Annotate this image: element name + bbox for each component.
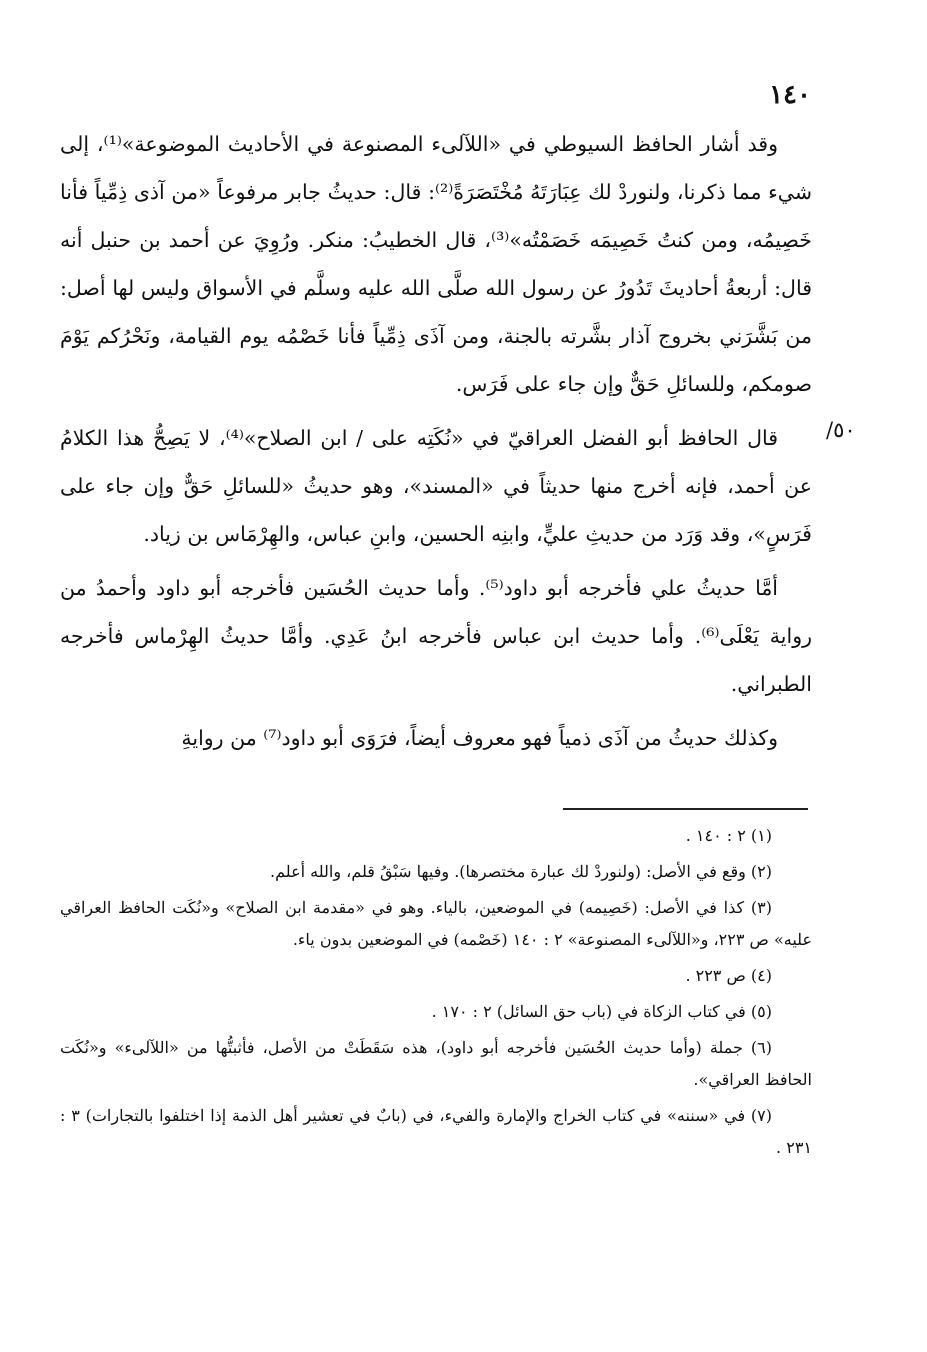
body-paragraph: قال الحافظ أبو الفضل العراقيّ في «نُكَتِه على / ابن الصلاح»⁽⁴⁾، لا يَصِحُّ هذا الكلامُ عن أحمد، فإنه أخرج منها حديثاً في «المسند»، وهو حديثُ «للسائلِ حَقٌّ وإن جاء على فَرَسٍ»، وقد وَرَد من حديثِ عليٍّ، وابنِه الحسين، وابنِ عباس، والهِرْمَاس بن زياد. — [60, 426, 812, 546]
page-number: ١٤٠ — [769, 80, 811, 110]
footnote: (٧) في «سننه» في كتاب الخراج والإمارة والفيء، في (بابٌ في تعشير أهل الذمة إذا اختلفوا بالتجارات) ٣ : ٢٣١ . — [60, 1106, 812, 1157]
footnotes — [60, 820, 812, 1168]
footnote: (٢) وقع في الأصل: (ولنوردْ لك عبارة مختصرها). وفيها سَبْقُ قلم، والله أعلم. — [270, 862, 772, 881]
body-paragraph: وكذلك حديثُ من آذَى ذمياً فهو معروف أيضاً، فرَوَى أبو داود⁽⁷⁾ من روايةِ — [181, 726, 778, 750]
footnote: (١) ٢ : ١٤٠ . — [685, 826, 772, 845]
main-text — [60, 120, 812, 768]
footnote: (٤) ص ٢٢٣ . — [685, 966, 772, 985]
body-paragraph: وقد أشار الحافظ السيوطي في «اللآلىء المصنوعة في الأحاديث الموضوعة»⁽¹⁾، إلى شيء مما ذكرنا، ولنوردْ لك عِبَارَتَهُ مُخْتَصَرَةً⁽²⁾: قال: حديثُ جابر مرفوعاً «من آذى ذِمِّياً فأنا خَصِيمُه، ومن كنتُ خَصِيمَه خَصَمْتُه»⁽³⁾، قال الخطيبُ: منكر. ورُوِيَ عن أحمد بن حنبل أنه قال: أربعةُ أحاديثَ تَدُورُ عن رسول الله صلَّى الله عليه وسلَّم في الأسواق وليس لها أصل: من بَشَّرَني بخروج آذار بشَّرته بالجنة، ومن آذَى ذِمِّياً فأنا خَصْمُه يوم القيامة، ونَحْرُكم يَوْمَ صومكم، وللسائلِ حَقٌّ وإن جاء على فَرَس. — [60, 132, 812, 396]
footnote-divider — [563, 808, 808, 810]
footnote: (٥) في كتاب الزكاة في (باب حق السائل) ٢ : ١٧٠ . — [431, 1002, 772, 1021]
margin-reference: ٥٠/ — [826, 418, 856, 442]
footnote: (٦) جملة (وأما حديث الحُسَين فأخرجه أبو داود)، هذه سَقَطَتْ من الأصل، فأثبتُّها من «اللآلىء» و«نُكَت الحافظ العراقي». — [60, 1038, 812, 1089]
body-paragraph: أمَّا حديثُ علي فأخرجه أبو داود⁽⁵⁾. وأما حديث الحُسَين فأخرجه أبو داود وأحمدُ من رواية يَعْلَى⁽⁶⁾. وأما حديث ابن عباس فأخرجه ابنُ عَدِي. وأمَّا حديثُ الهِرْماس فأخرجه الطبراني. — [60, 576, 812, 696]
footnote: (٣) كذا في الأصل: (خَصِيمه) في الموضعين، بالياء. وهو في «مقدمة ابن الصلاح» و«نُكَت الحافظ العراقي عليه» ص ٢٢٣، و«اللآلىء المصنوعة» ٢ : ١٤٠ (خَصْمه) في الموضعين بدون ياء. — [60, 898, 812, 949]
